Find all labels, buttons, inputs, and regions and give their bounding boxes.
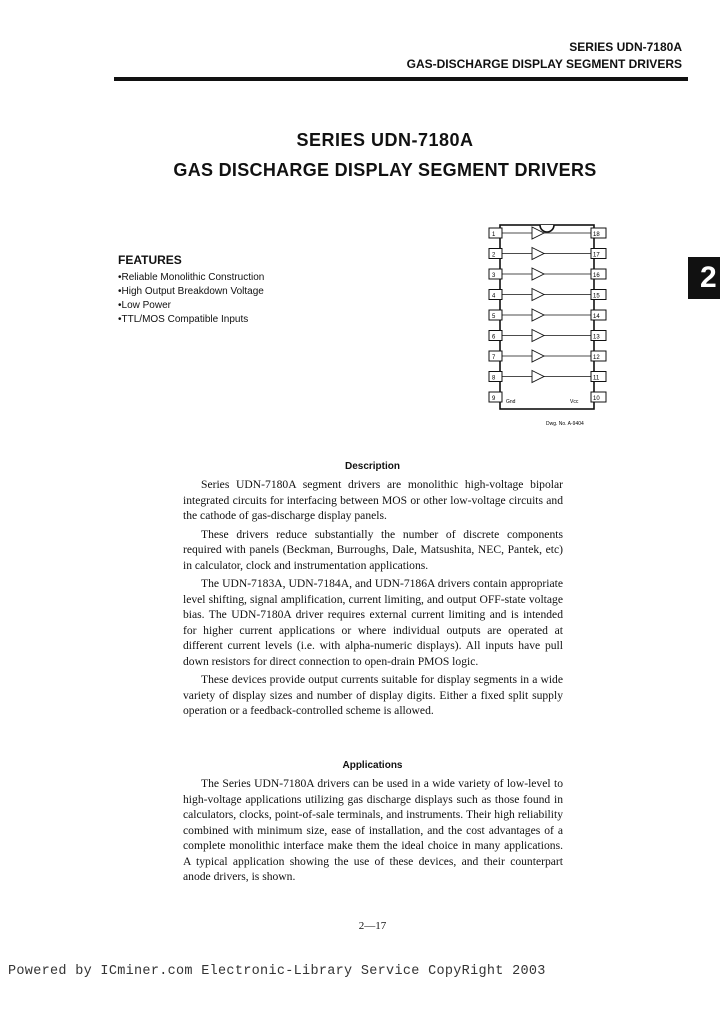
pin-number-right: 15 [593, 293, 600, 300]
pin-number-right: 12 [593, 355, 600, 361]
pin-box-left [489, 392, 502, 402]
pin-number-right: 18 [593, 232, 600, 238]
pin-box-left [489, 351, 502, 361]
applications-paragraph: The Series UDN-7180A drivers can be used in a wide variety of low-level to high-voltage applications utilizing gas discharge displays such as those found in calculators, clocks, point-of-sale terminals, and instruments. Their high reliability combined with minimum size, ease of installation, and the cost advantages of a complete monolithic interface make them the ideal choice in many applications. A typical application showing the use of these devices, and their counterpart anode drivers, is shown. [183, 777, 563, 883]
header-rule [114, 77, 688, 81]
ic-package-outline [500, 225, 594, 409]
feature-item: • Low Power [118, 299, 264, 313]
applications-heading: Applications [342, 760, 403, 771]
driver-buffer-symbol [532, 350, 544, 362]
vcc-label: Vcc [570, 399, 579, 405]
page-title: SERIES UDN-7180A [296, 130, 474, 150]
pin-number-left: 3 [492, 273, 496, 279]
pinout-diagram [488, 223, 610, 433]
description-paragraph: The UDN-7183A, UDN-7184A, and UDN-7186A drivers contain appropriate level shifting, signal amplification, current limiting, and output OFF-state voltage bias. The UDN-7180A driver requires external current limiting and is intended for higher current applications or where individual outputs are operated at different current levels (i.e. with alpha-numeric displays). All inputs have pull down resistors for direct connection to open-drain PMOS logic. [183, 577, 563, 668]
pin-number-right: 16 [593, 273, 600, 279]
driver-buffer-symbol [532, 289, 544, 301]
driver-buffer-symbol [532, 330, 544, 342]
features-list [118, 271, 264, 327]
pin-number-right: 17 [593, 252, 600, 259]
pin-number-left: 8 [492, 375, 496, 382]
pin-number-left: 4 [492, 293, 496, 300]
pin-number-right: 13 [593, 334, 600, 341]
pin-number-right: 10 [593, 396, 600, 402]
description-body [183, 477, 563, 722]
pin-number-right: 14 [593, 314, 600, 320]
page-number: 2—17 [358, 920, 387, 932]
feature-item: • TTL/MOS Compatible Inputs [118, 313, 264, 327]
footer-credit: Powered by ICminer.com Electronic-Library Service CopyRight 2003 [8, 964, 546, 979]
driver-buffer-symbol [532, 371, 544, 383]
pin-box-left [489, 269, 502, 279]
features-heading: FEATURES [118, 253, 182, 267]
description-paragraph: These devices provide output currents suitable for display segments in a wide variety of display sizes and number of display digits. Either a fixed split supply operation or a feedback-controlled scheme is allowed. [183, 673, 563, 717]
page-subtitle: GAS DISCHARGE DISPLAY SEGMENT DRIVERS [173, 160, 597, 180]
feature-item: • Reliable Monolithic Construction [118, 271, 264, 285]
description-paragraph: Series UDN-7180A segment drivers are monolithic high-voltage bipolar integrated circuits for interfacing between MOS or other low-voltage circuits and the cathode of gas-discharge display panels. [183, 478, 563, 522]
pin-box-left [489, 331, 502, 341]
pin-number-left: 7 [492, 355, 496, 361]
pin1-notch [540, 225, 554, 232]
pin-box-left [489, 372, 502, 382]
section-tab: 2 [688, 257, 720, 299]
pin-box-left [489, 249, 502, 259]
pin-box-left [489, 228, 502, 238]
pin-number-left: 1 [492, 232, 496, 238]
running-header-title: GAS-DISCHARGE DISPLAY SEGMENT DRIVERS [406, 57, 682, 71]
driver-buffer-symbol [532, 268, 544, 280]
pin-number-left: 6 [492, 334, 496, 341]
gnd-label: Gnd [506, 399, 516, 405]
feature-item: • High Output Breakdown Voltage [118, 285, 264, 299]
pin-box-left [489, 310, 502, 320]
pin-box-left [489, 290, 502, 300]
driver-buffer-symbol [532, 248, 544, 260]
pin-number-left: 5 [492, 314, 496, 320]
driver-buffer-symbol [532, 309, 544, 321]
drawing-caption: Dwg. No. A-9404 [546, 421, 584, 427]
pin-number-left: 9 [492, 396, 496, 402]
description-paragraph: These drivers reduce substantially the number of discrete components required with panels (Beckman, Burroughs, Dale, Matsushita, NEC, Pantek, etc) in calculator, clock and instrumentation applications. [183, 527, 563, 572]
description-heading: Description [344, 461, 400, 472]
features-block [118, 253, 264, 327]
running-header-series: SERIES UDN-7180A [569, 40, 682, 54]
applications-body [183, 776, 563, 888]
pin-number-left: 2 [492, 252, 496, 259]
pin-number-right: 11 [593, 375, 600, 382]
